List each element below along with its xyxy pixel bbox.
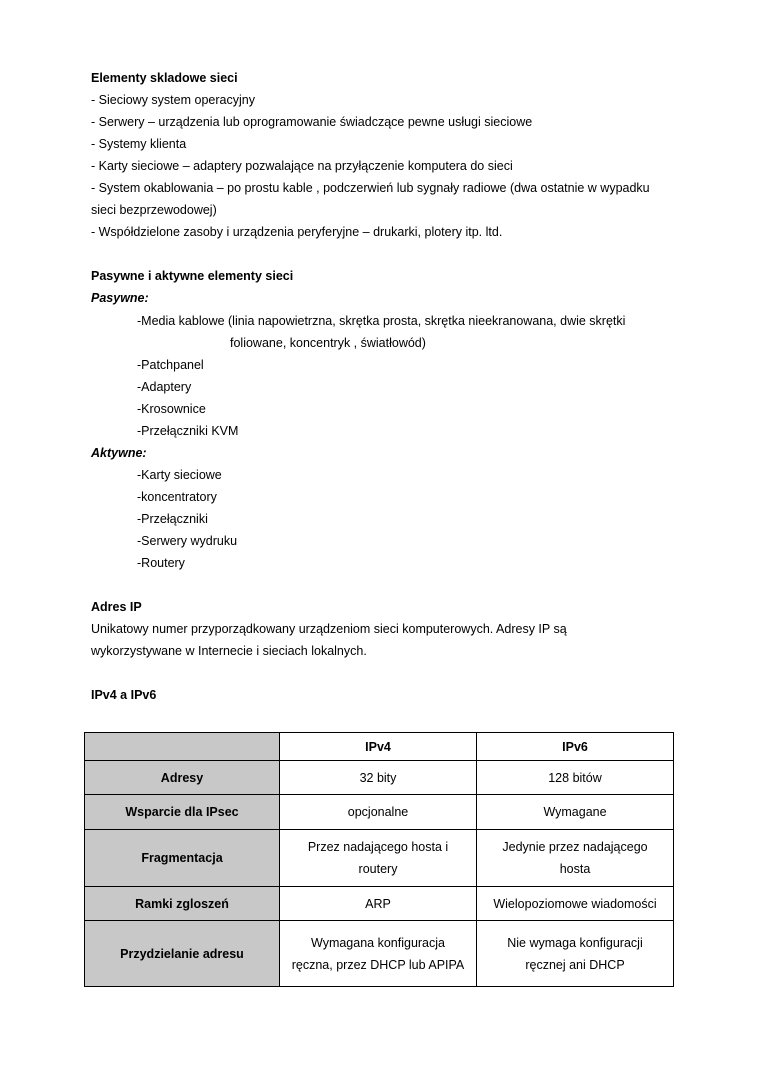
ipv4-cell: opcjonalne — [280, 795, 477, 830]
active-label: Aktywne: — [91, 446, 147, 460]
list-item: -Serwery wydruku — [137, 534, 238, 548]
row-label: Ramki zgloszeń — [85, 887, 280, 921]
cell-line: hosta — [559, 862, 591, 876]
list-item-continuation: sieci bezprzewodowej) — [91, 203, 217, 217]
table-row — [85, 921, 674, 987]
list-item: -Karty sieciowe — [137, 468, 222, 482]
cell-line: Przez nadającego hosta i — [307, 840, 449, 854]
table-row — [85, 830, 674, 887]
paragraph-line: wykorzystywane w Internecie i sieciach lokalnych. — [91, 644, 367, 658]
ipv6-cell: Wielopoziomowe wiadomości — [477, 887, 674, 921]
list-item: -Adaptery — [137, 380, 192, 394]
list-item: -Przełączniki — [137, 512, 208, 526]
cell-line: Jedynie przez nadającego — [502, 840, 648, 854]
cell-line: ręczna, przez DHCP lub APIPA — [291, 957, 465, 972]
ipv4-cell — [280, 830, 477, 887]
row-label: Adresy — [85, 761, 280, 795]
ipv4-ipv6-comparison-table — [84, 732, 674, 987]
header-cell-ipv4: IPv4 — [280, 733, 477, 761]
table-row — [85, 761, 674, 795]
list-item: - Sieciowy system operacyjny — [91, 93, 255, 107]
cell-line: ręcznej ani DHCP — [525, 957, 625, 972]
list-item: - Systemy klienta — [91, 137, 187, 151]
ipv4-cell: 32 bity — [280, 761, 477, 795]
list-item: -Routery — [137, 556, 185, 570]
list-item: -koncentratory — [137, 490, 217, 504]
list-item: -Przełączniki KVM — [137, 424, 239, 438]
cell-line: Wymagana konfiguracja — [311, 935, 445, 950]
table-row — [85, 887, 674, 921]
cell-line: routery — [358, 862, 398, 876]
list-item: -Krosownice — [137, 402, 206, 416]
ipv4-cell: ARP — [280, 887, 477, 921]
section-heading-ip-address: Adres IP — [91, 600, 142, 614]
row-label: Fragmentacja — [85, 830, 280, 887]
ipv6-cell — [477, 921, 674, 987]
paragraph-line: Unikatowy numer przyporządkowany urządzeniom sieci komputerowych. Adresy IP są — [91, 622, 567, 636]
section-heading-ipv4-ipv6: IPv4 a IPv6 — [91, 688, 157, 702]
ipv6-cell: 128 bitów — [477, 761, 674, 795]
list-item: - Współdzielone zasoby i urządzenia peryferyjne – drukarki, plotery itp. ltd. — [91, 225, 503, 239]
table-row — [85, 795, 674, 830]
ipv6-cell: Wymagane — [477, 795, 674, 830]
row-label: Wsparcie dla IPsec — [85, 795, 280, 830]
list-item: -Patchpanel — [137, 358, 204, 372]
list-item: -Media kablowe (linia napowietrzna, skrętka prosta, skrętka nieekranowana, dwie skrętki — [137, 314, 626, 328]
section-heading-passive-active: Pasywne i aktywne elementy sieci — [91, 269, 294, 283]
list-item: - System okablowania – po prostu kable , podczerwień lub sygnały radiowe (dwa ostatnie w wypadku — [91, 181, 650, 195]
header-cell-ipv6: IPv6 — [477, 733, 674, 761]
ipv6-cell — [477, 830, 674, 887]
list-item: - Karty sieciowe – adaptery pozwalające na przyłączenie komputera do sieci — [91, 159, 513, 173]
ipv4-cell — [280, 921, 477, 987]
cell-line: Nie wymaga konfiguracji — [507, 935, 643, 950]
list-item: - Serwery – urządzenia lub oprogramowanie świadczące pewne usługi sieciowe — [91, 115, 533, 129]
row-label: Przydzielanie adresu — [85, 921, 280, 987]
section-heading-network-components: Elementy skladowe sieci — [91, 71, 238, 85]
header-cell-empty — [85, 733, 280, 761]
passive-label: Pasywne: — [91, 291, 149, 305]
table-header-row — [85, 733, 674, 761]
list-item-continuation: foliowane, koncentryk , światłowód) — [230, 336, 426, 350]
